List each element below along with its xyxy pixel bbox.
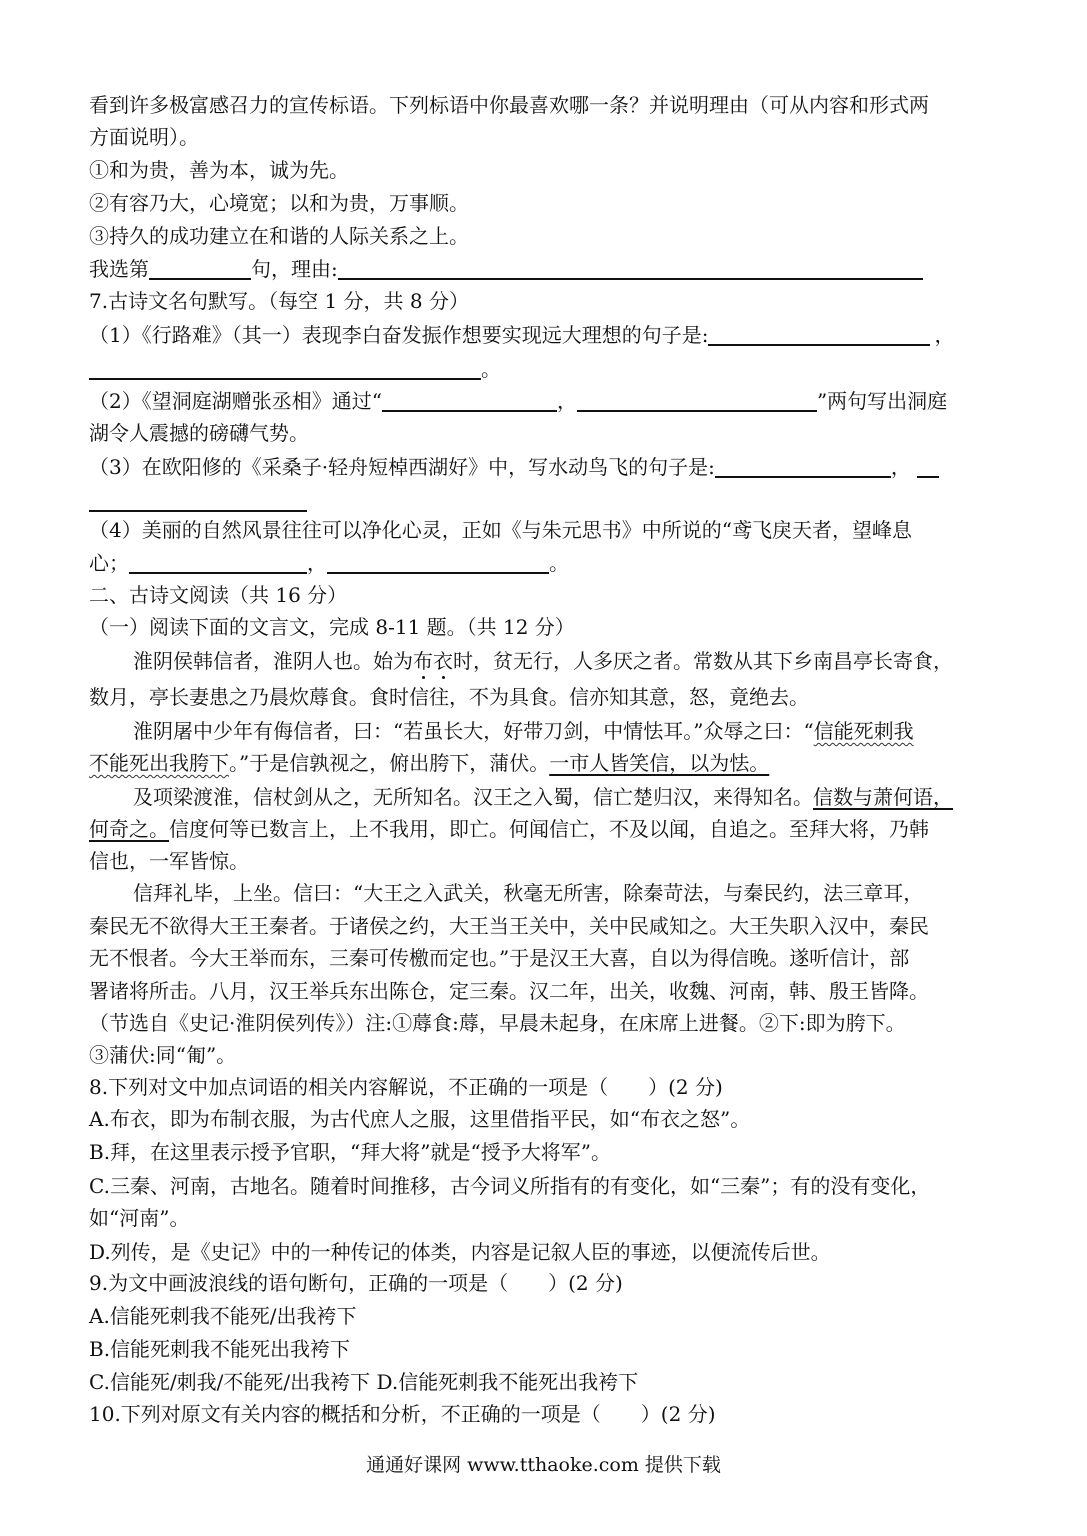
question-7-2	[89, 386, 947, 416]
section-heading: （一）阅读下面的文言文，完成 8-11 题。（共 12 分）	[89, 615, 575, 639]
question-text: （2）《望洞庭湖赠张丞相》通过“	[89, 389, 382, 413]
slogan-option-1	[89, 155, 349, 185]
punctuation: 。	[549, 551, 569, 575]
answer-blank[interactable]	[149, 258, 251, 280]
section-2-title	[89, 580, 347, 610]
punctuation: ，	[890, 455, 911, 479]
question-7-4-cont	[89, 548, 569, 578]
question-8-option-c-cont	[89, 1203, 189, 1233]
question-text: （4）美丽的自然风景往往可以净化心灵，正如《与朱元思书》中所说的“鸢飞戾天者，望峰息	[89, 518, 912, 542]
question-10	[89, 1399, 716, 1429]
question-7-3-cont	[89, 486, 307, 516]
question-text: （3）在欧阳修的《采桑子·轻舟短棹西湖好》中，写水动鸟飞的句子是:	[89, 455, 715, 479]
question-8-option-d[interactable]	[89, 1237, 831, 1267]
option-text: B.信能死刺我不能死出我袴下	[89, 1337, 351, 1361]
question-9-option-a[interactable]	[89, 1301, 357, 1331]
fill-blank[interactable]	[89, 490, 307, 512]
answer-prompt: 我选第	[89, 257, 149, 281]
punctuation: ，	[556, 389, 577, 413]
passage-line	[89, 846, 249, 876]
dotted-word: 衣	[433, 646, 453, 676]
passage-text: 秦民无不欲得大王王秦者。于诸侯之约，大王当王关中，关中民咸知之。大王失职入汉中，秦民	[89, 914, 929, 938]
fill-blank[interactable]	[577, 390, 817, 412]
question-text: 9.为文中画波浪线的语句断句，正确的一项是（ ）(2 分)	[89, 1271, 623, 1295]
text-line	[89, 90, 929, 120]
page-footer: 通通好课网 www.tthaoke.com 提供下载	[366, 1454, 721, 1476]
answer-prompt: 句，理由:	[251, 257, 338, 281]
passage-source-note	[89, 1008, 906, 1038]
question-7-2-cont	[89, 418, 309, 448]
dotted-word: 布	[413, 646, 433, 676]
fill-blank[interactable]	[917, 456, 939, 478]
passage-text: 无不恨者。今大王举而东，三秦可传檄而定也。”于是汉王大喜，自以为得信晚。遂听信计，部	[89, 946, 910, 970]
fill-blank[interactable]	[382, 390, 557, 412]
passage-source-note	[89, 1040, 236, 1070]
question-text: 8.下列对文中加点词语的相关内容解说，不正确的一项是（ ）(2 分)	[89, 1075, 723, 1099]
underlined-text: 何奇之。	[89, 817, 169, 841]
answer-line	[89, 254, 923, 284]
slogan-text: ①和为贵，善为本，诚为先。	[89, 158, 349, 182]
passage-line	[89, 682, 809, 712]
passage-text: 信拜礼毕，上坐。信曰：“大王之入武关，秋毫无所害，除秦苛法，与秦民约，法三章耳，	[133, 881, 924, 905]
text-line	[89, 122, 199, 152]
passage-line	[133, 782, 953, 812]
question-9-option-c-d[interactable]	[89, 1367, 638, 1397]
question-text: （1）《行路难》（其一）表现李白奋发振作想要实现远大理想的句子是:	[89, 323, 709, 347]
option-text: B.拜，在这里表示授予官职，“拜大将”就是“授予大将军”。	[89, 1140, 611, 1164]
fill-blank[interactable]	[89, 358, 481, 380]
passage-line	[89, 976, 929, 1006]
question-text: 湖令人震撼的磅礴气势。	[89, 421, 309, 445]
passage-line	[89, 943, 909, 973]
option-text: 如“河南”。	[89, 1206, 190, 1230]
passage-line	[133, 646, 953, 676]
reason-blank[interactable]	[338, 258, 923, 280]
slogan-option-3	[89, 221, 469, 251]
punctuation: ，	[934, 323, 955, 347]
slogan-option-2	[89, 188, 469, 218]
passage-line	[133, 716, 914, 746]
question-9	[89, 1268, 623, 1298]
fill-blank[interactable]	[129, 552, 307, 574]
passage-text: 时，贫无行，人多厌之者。常数从其下乡南昌亭长寄食，	[453, 649, 953, 673]
passage-text: 署诸将所击。八月，汉王举兵东出陈仓，定三秦。汉二年，出关，收魏、河南，韩、殷王皆降。	[89, 979, 929, 1003]
question-8-option-a[interactable]	[89, 1104, 750, 1134]
wavy-underline-text: 信能死刺我	[813, 719, 914, 743]
wavy-underline-text: 不能死出我胯下	[89, 751, 229, 775]
slogan-text: ③持久的成功建立在和谐的人际关系之上。	[89, 224, 469, 248]
question-7-3	[89, 452, 939, 482]
question-7-title	[89, 286, 469, 316]
section-2-1-title	[89, 612, 575, 642]
passage-line	[89, 748, 769, 778]
note-text: （节选自《史记·淮阴侯列传》）注:①蓐食:蓐，早晨未起身，在床席上进餐。②下:即为胯下。	[89, 1011, 906, 1035]
section-heading: 二、古诗文阅读（共 16 分）	[89, 583, 348, 607]
underlined-text: 信数与萧何语，	[813, 785, 953, 809]
paragraph-text: 方面说明）。	[89, 125, 199, 149]
punctuation: 。	[481, 357, 501, 381]
punctuation: ，	[307, 551, 327, 575]
option-text: A.信能死刺我不能死/出我袴下	[89, 1304, 357, 1328]
question-8-option-b[interactable]	[89, 1137, 611, 1167]
option-text: C.信能死/刺我/不能死/出我袴下 D.信能死刺我不能死出我袴下	[89, 1370, 639, 1394]
passage-text: 数月，亭长妻患之乃晨炊蓐食。食时信往，不为具食。信亦知其意，怒，竟绝去。	[89, 685, 809, 709]
option-text: D.列传，是《史记》中的一种传记的体类，内容是记叙人臣的事迹，以便流传后世。	[89, 1240, 831, 1264]
question-text: 10.下列对原文有关内容的概括和分析，不正确的一项是（ ）(2 分)	[89, 1402, 716, 1426]
passage-text: 淮阴屠中少年有侮信者，曰：“若虽长大，好带刀剑，中情怯耳。”众辱之曰：“	[133, 719, 814, 743]
underlined-text: 一市人皆笑信，以为怯。	[549, 751, 770, 775]
question-8-option-c[interactable]	[89, 1171, 930, 1201]
question-text: 7.古诗文名句默写。（每空 1 分，共 8 分）	[89, 289, 469, 313]
passage-line	[89, 911, 929, 941]
paragraph-text: 看到许多极富感召力的宣传标语。下列标语中你最喜欢哪一条？并说明理由（可从内容和形式两	[89, 93, 929, 117]
fill-blank[interactable]	[708, 324, 930, 346]
passage-text: 淮阴侯韩信者，淮阴人也。始为	[133, 649, 413, 673]
question-9-option-b[interactable]	[89, 1334, 350, 1364]
fill-blank[interactable]	[715, 456, 891, 478]
question-8	[89, 1072, 723, 1102]
option-text: C.三秦、河南，古地名。随着时间推移，古今词义所指有的有变化，如“三秦”；有的没有变化，	[89, 1174, 931, 1198]
passage-line	[89, 814, 929, 844]
passage-text: 。”于是信孰视之，俯出胯下，蒲伏。	[229, 751, 550, 775]
question-text: 心；	[89, 551, 129, 575]
note-text: ③蒲伏:同“匍”。	[89, 1043, 237, 1067]
option-text: A.布衣，即为布制衣服，为古代庶人之服，这里借指平民，如“布衣之怒”。	[89, 1107, 751, 1131]
question-7-1	[89, 320, 954, 350]
question-7-1-cont	[89, 354, 501, 384]
slogan-text: ②有容乃大，心境宽；以和为贵，万事顺。	[89, 191, 469, 215]
passage-line	[133, 878, 923, 908]
passage-text: 信也，一军皆惊。	[89, 849, 249, 873]
question-7-4	[89, 515, 912, 545]
passage-text: 信度何等已数言上，上不我用，即亡。何闻信亡，不及以闻，自追之。至拜大将，乃韩	[169, 817, 929, 841]
question-text: ”两句写出洞庭	[816, 389, 948, 413]
passage-text: 及项梁渡淮，信杖剑从之，无所知名。汉王之入蜀，信亡楚归汉，来得知名。	[133, 785, 813, 809]
fill-blank[interactable]	[327, 552, 549, 574]
